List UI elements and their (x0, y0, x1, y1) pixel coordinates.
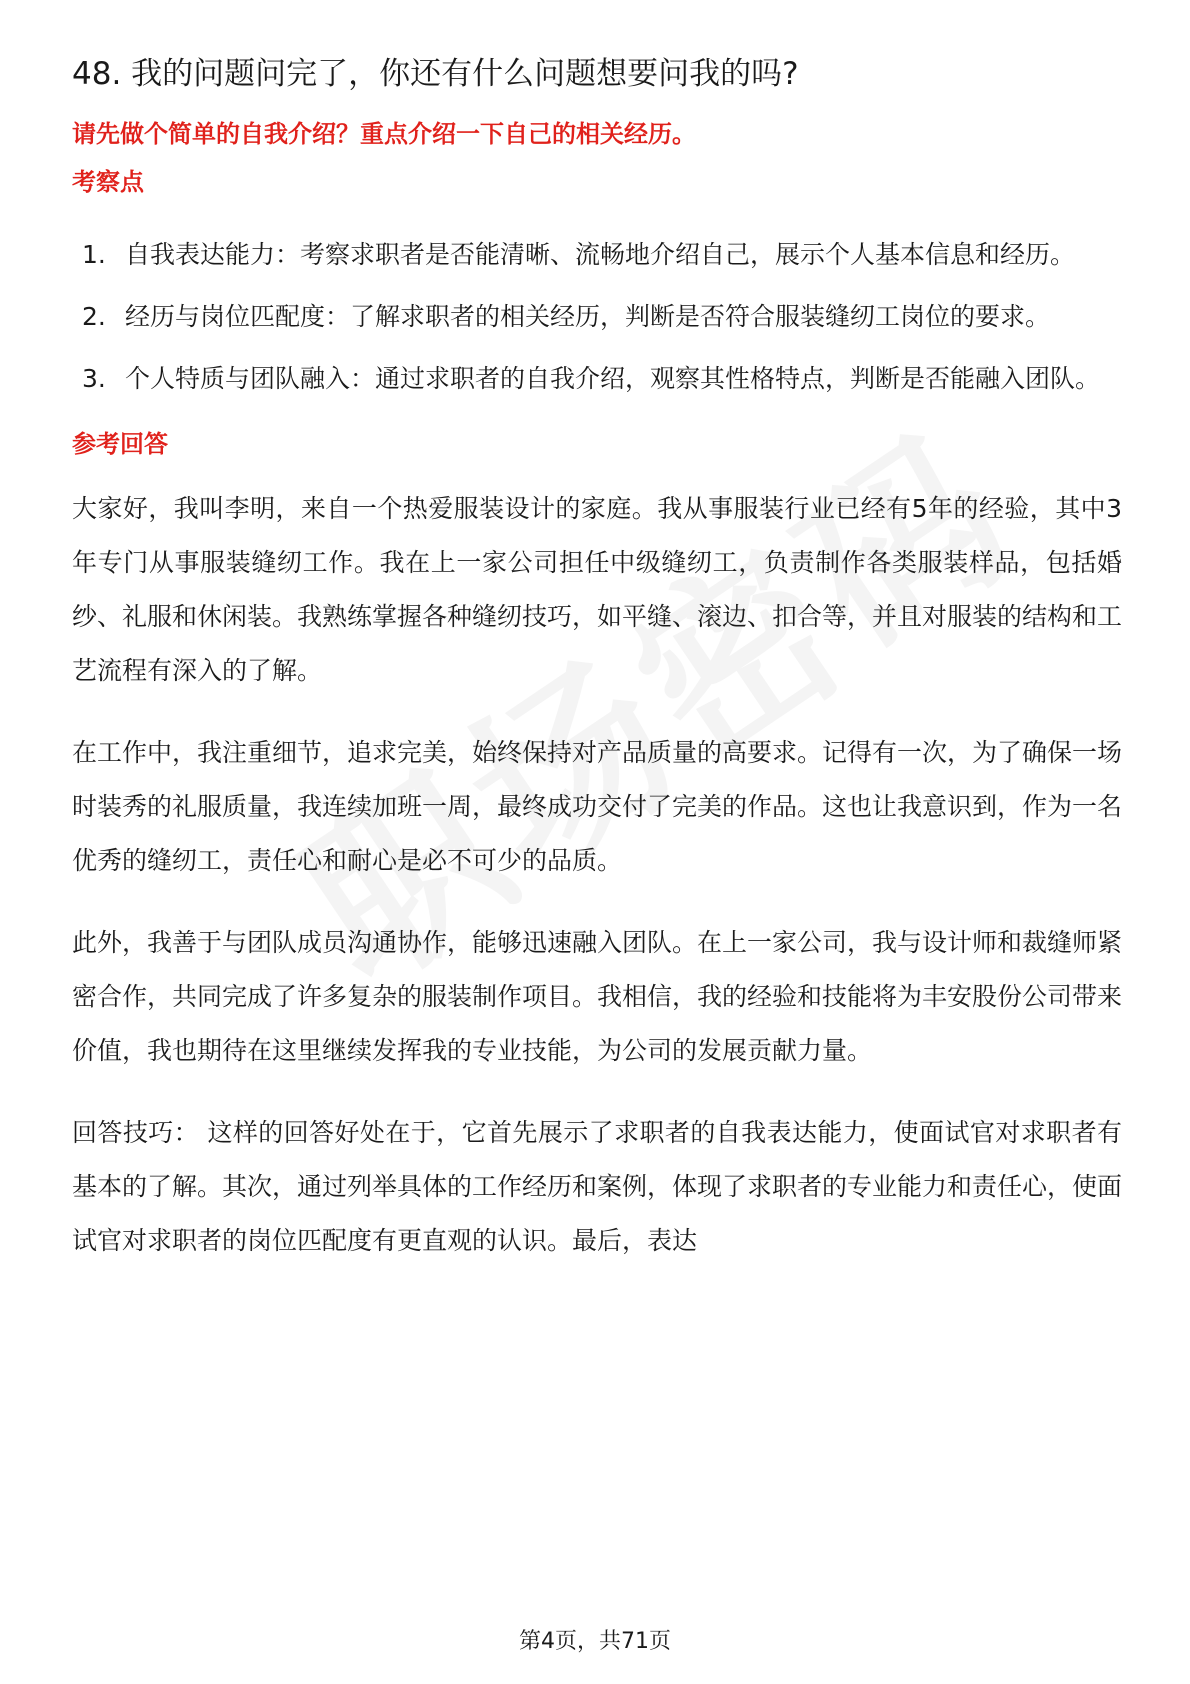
answer-paragraph: 大家好，我叫李明，来自一个热爱服装设计的家庭。我从事服装行业已经有5年的经验，其中3年专门从事服装缝纫工作。我在上一家公司担任中级缝纫工，负责制作各类服装样品，包括婚纱、礼服和休闲装。我熟练掌握各种缝纫技巧，如平缝、滚边、扣合等，并且对服装的结构和工艺流程有深入的了解。 (72, 494, 1123, 685)
points-label: 考察点 (72, 168, 144, 196)
answer-tips-paragraph: 回答技巧： 这样的回答好处在于，它首先展示了求职者的自我表达能力，使面试官对求职者有基本的了解。其次，通过列举具体的工作经历和案例，体现了求职者的专业能力和责任心，使面试官对求职者的岗位匹配度有更直观的认识。最后，表达 (72, 1118, 1123, 1255)
list-item (72, 228, 1122, 282)
question-heading: 48. 我的问题问完了，你还有什么问题想要问我的吗? (72, 56, 799, 92)
answer-paragraph: 此外，我善于与团队成员沟通协作，能够迅速融入团队。在上一家公司，我与设计师和裁缝师紧密合作，共同完成了许多复杂的服装制作项目。我相信，我的经验和技能将为丰安股份公司带来价值，我也期待在这里继续发挥我的专业技能，为公司的发展贡献力量。 (72, 928, 1123, 1065)
list-item-number: 1. (82, 240, 106, 269)
page-footer: 第4页，共71页 (519, 1629, 671, 1654)
points-list (72, 228, 1122, 406)
page-content (72, 52, 1122, 1296)
list-item-number: 2. (82, 302, 106, 331)
answer-label: 参考回答 (72, 430, 168, 458)
list-item (72, 290, 1122, 344)
list-item-text: 自我表达能力：考察求职者是否能清晰、流畅地介绍自己，展示个人基本信息和经历。 (125, 240, 1076, 269)
list-item-text: 个人特质与团队融入：通过求职者的自我介绍，观察其性格特点，判断是否能融入团队。 (125, 364, 1101, 393)
list-item-number: 3. (82, 364, 106, 393)
interview-question: 请先做个简单的自我介绍？重点介绍一下自己的相关经历。 (72, 120, 696, 148)
answer-paragraph: 在工作中，我注重细节，追求完美，始终保持对产品质量的高要求。记得有一次，为了确保一场时装秀的礼服质量，我连续加班一周，最终成功交付了完美的作品。这也让我意识到，作为一名优秀的缝纫工，责任心和耐心是必不可少的品质。 (72, 738, 1123, 875)
list-item-text: 经历与岗位匹配度：了解求职者的相关经历，判断是否符合服装缝纫工岗位的要求。 (125, 302, 1051, 331)
list-item (72, 352, 1122, 406)
